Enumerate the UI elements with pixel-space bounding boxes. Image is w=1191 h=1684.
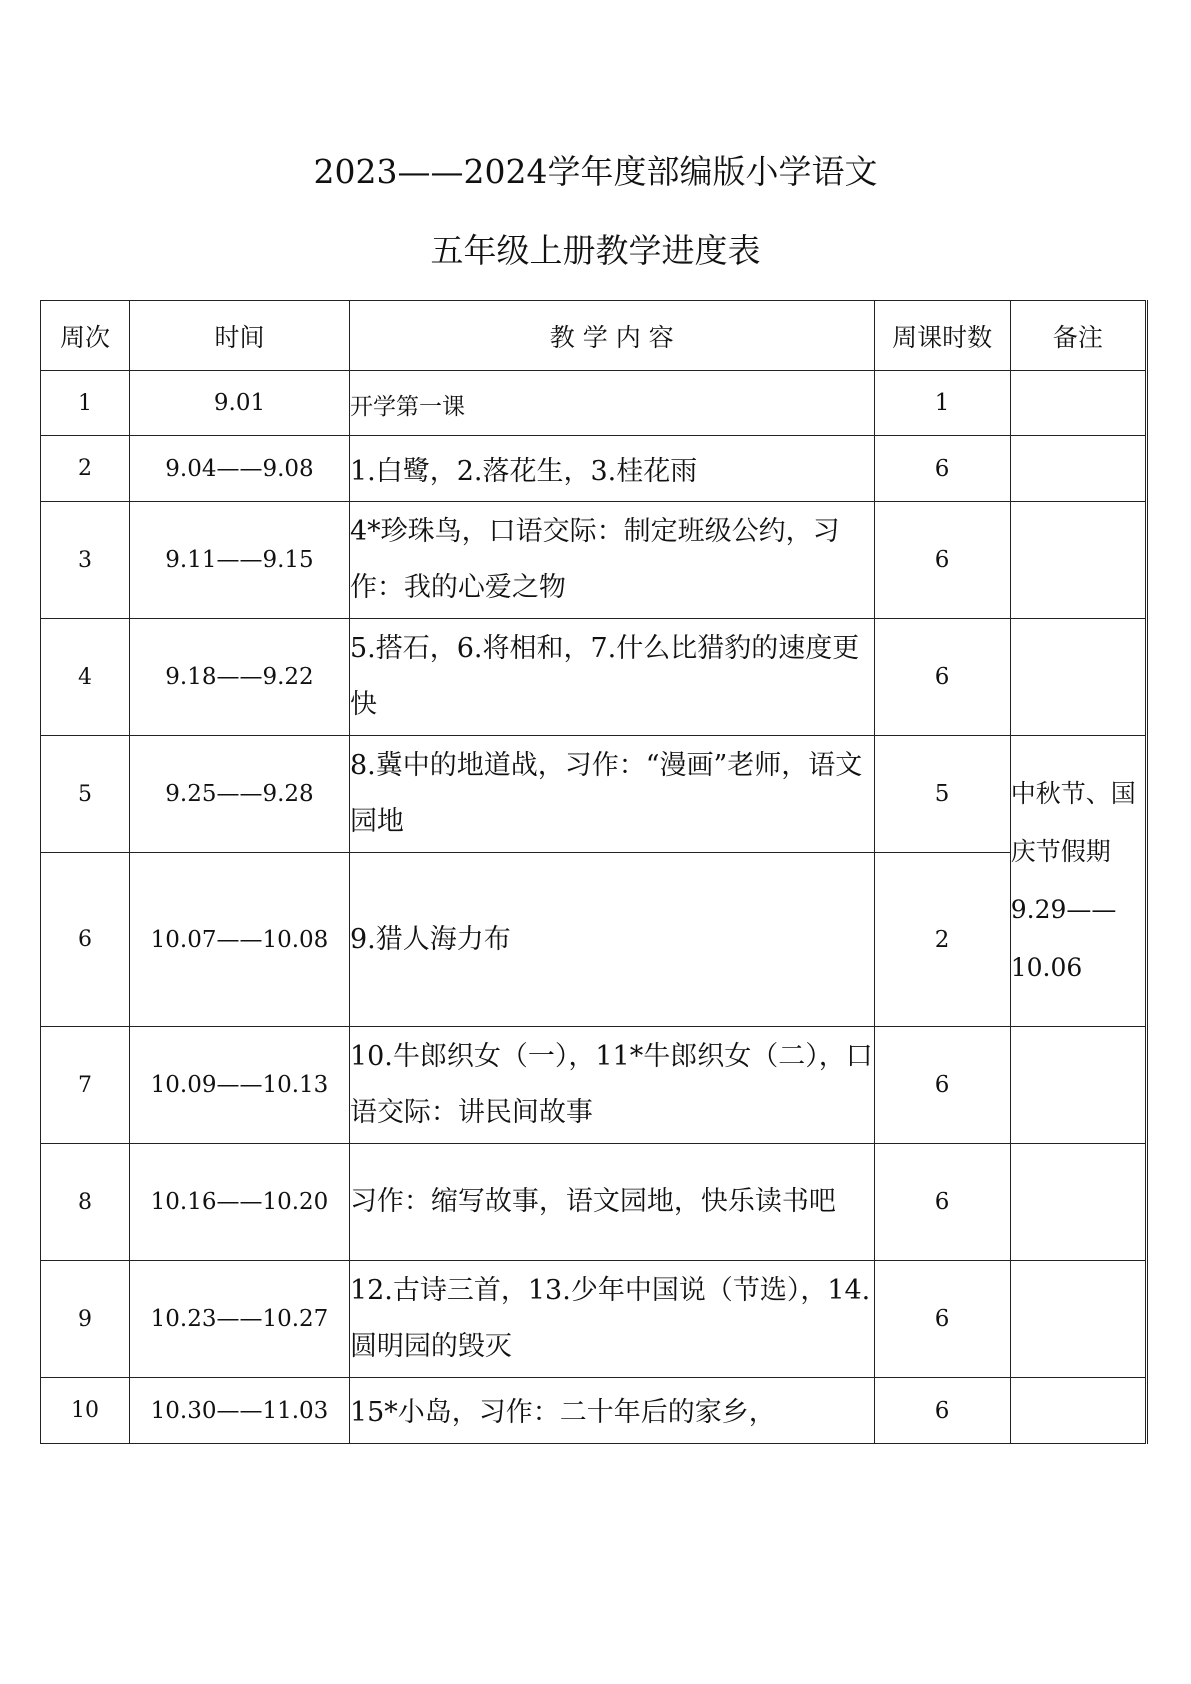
time-cell: 10.30——11.03 <box>130 1378 350 1444</box>
content-cell: 4*珍珠鸟，口语交际：制定班级公约，习作：我的心爱之物 <box>349 502 874 619</box>
time-cell: 9.18——9.22 <box>130 619 350 736</box>
content-cell: 8.冀中的地道战，习作：“漫画”老师，语文园地 <box>349 736 874 853</box>
hours-cell: 6 <box>874 619 1010 736</box>
hours-cell: 1 <box>874 371 1010 436</box>
week-cell: 2 <box>41 436 130 502</box>
time-cell: 10.16——10.20 <box>130 1144 350 1261</box>
note-cell <box>1010 371 1146 436</box>
table-row <box>41 1027 1147 1144</box>
table-row <box>41 619 1147 736</box>
content-cell: 15*小岛，习作：二十年后的家乡， <box>349 1378 874 1444</box>
hours-cell: 6 <box>874 1378 1010 1444</box>
table-row <box>41 1144 1147 1261</box>
note-cell <box>1010 1144 1146 1261</box>
content-cell: 10.牛郎织女（一），11*牛郎织女（二），口语交际：讲民间故事 <box>349 1027 874 1144</box>
table-row <box>41 502 1147 619</box>
hours-cell: 6 <box>874 1261 1010 1378</box>
time-cell: 10.09——10.13 <box>130 1027 350 1144</box>
table-row <box>41 853 1147 1027</box>
week-cell: 1 <box>41 371 130 436</box>
table-row <box>41 371 1147 436</box>
week-cell: 3 <box>41 502 130 619</box>
header-row <box>41 301 1147 371</box>
note-cell <box>1010 1378 1146 1444</box>
header-hours: 周课时数 <box>874 301 1010 371</box>
header-note: 备注 <box>1010 301 1146 371</box>
note-cell <box>1010 619 1146 736</box>
hours-cell: 6 <box>874 1144 1010 1261</box>
week-cell: 4 <box>41 619 130 736</box>
note-cell <box>1010 1261 1146 1378</box>
time-cell: 10.07——10.08 <box>130 853 350 1027</box>
content-cell: 5.搭石，6.将相和，7.什么比猎豹的速度更快 <box>349 619 874 736</box>
holiday-note-cell <box>1010 736 1146 1027</box>
header-time: 时间 <box>130 301 350 371</box>
week-cell: 5 <box>41 736 130 853</box>
header-content: 教 学 内 容 <box>349 301 874 371</box>
note-cell <box>1010 436 1146 502</box>
time-cell: 9.04——9.08 <box>130 436 350 502</box>
note-cell <box>1010 502 1146 619</box>
time-cell: 9.01 <box>130 371 350 436</box>
table-row <box>41 736 1147 853</box>
page-title-line2: 五年级上册教学进度表 <box>430 231 761 270</box>
table-row <box>41 1378 1147 1444</box>
hours-cell: 6 <box>874 436 1010 502</box>
page-title-line1: 2023——2024学年度部编版小学语文 <box>313 152 878 191</box>
schedule-table <box>40 300 1148 1444</box>
week-cell: 10 <box>41 1378 130 1444</box>
content-cell: 12.古诗三首，13.少年中国说（节选），14.圆明园的毁灭 <box>349 1261 874 1378</box>
time-cell: 10.23——10.27 <box>130 1261 350 1378</box>
week-cell: 7 <box>41 1027 130 1144</box>
week-cell: 9 <box>41 1261 130 1378</box>
table-row <box>41 1261 1147 1378</box>
hours-cell: 2 <box>874 853 1010 1027</box>
content-cell: 开学第一课 <box>349 371 874 436</box>
hours-cell: 6 <box>874 1027 1010 1144</box>
hours-cell: 6 <box>874 502 1010 619</box>
time-cell: 9.25——9.28 <box>130 736 350 853</box>
content-cell: 1.白鹭，2.落花生，3.桂花雨 <box>349 436 874 502</box>
header-week: 周次 <box>41 301 130 371</box>
holiday-note: 中秋节、国庆节假期 9.29—— 10.06 <box>1010 779 1136 982</box>
hours-cell: 5 <box>874 736 1010 853</box>
content-cell: 9.猎人海力布 <box>349 853 874 1027</box>
week-cell: 6 <box>41 853 130 1027</box>
table-row <box>41 436 1147 502</box>
week-cell: 8 <box>41 1144 130 1261</box>
content-cell: 习作：缩写故事，语文园地，快乐读书吧 <box>349 1144 874 1261</box>
note-cell <box>1010 1027 1146 1144</box>
time-cell: 9.11——9.15 <box>130 502 350 619</box>
